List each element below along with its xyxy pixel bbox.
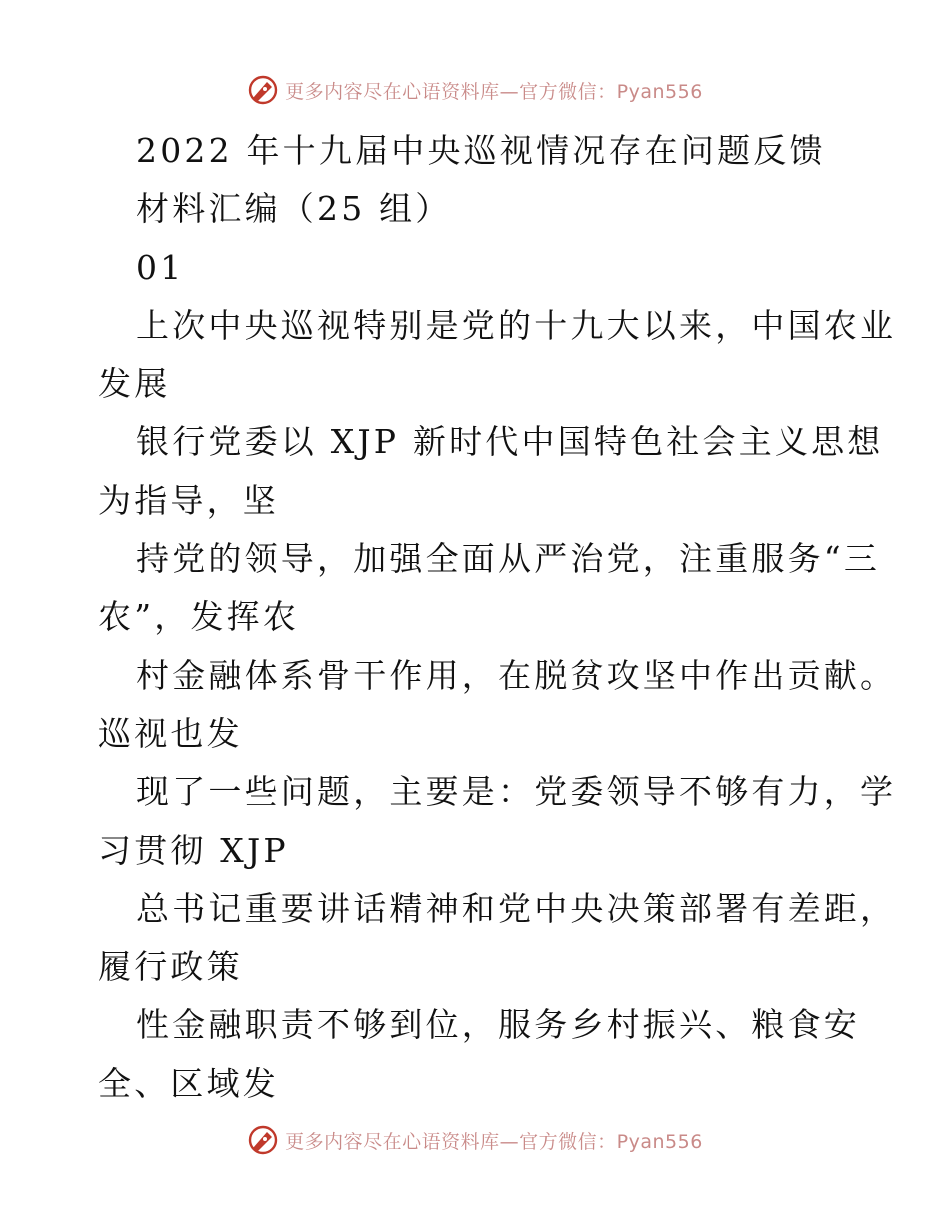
header-watermark (0, 70, 950, 110)
text-line: 性金融职责不够到位，服务乡村振兴、粮食安 (136, 1005, 860, 1045)
pen-nib-circle-icon (247, 1124, 279, 1156)
pen-nib-circle-icon (247, 74, 279, 106)
footer-watermark (0, 1120, 950, 1160)
text-line: 01 (136, 247, 185, 287)
text-line: 全、区域发 (98, 1063, 279, 1103)
text-line: 农”，发挥农 (98, 597, 300, 637)
text-line: 村金融体系骨干作用，在脱贫攻坚中作出贡献。 (136, 655, 897, 695)
text-line: 为指导，坚 (98, 480, 279, 520)
watermark-text: 更多内容尽在心语资料库—官方微信：Pyan556 (285, 80, 703, 103)
text-line: 履行政策 (98, 947, 243, 987)
text-line: 2022 年十九届中央巡视情况存在问题反馈 (136, 131, 826, 170)
text-line: 总书记重要讲话精神和党中央决策部署有差距， (136, 888, 897, 928)
text-line: 持党的领导，加强全面从严治党，注重服务“三 (136, 539, 881, 579)
text-line: 银行党委以 XJP 新时代中国特色社会主义思想 (136, 422, 884, 462)
text-line: 发展 (98, 364, 171, 404)
document-body (0, 122, 950, 1113)
text-line: 巡视也发 (98, 713, 243, 753)
watermark-text: 更多内容尽在心语资料库—官方微信：Pyan556 (285, 1130, 703, 1153)
text-line: 材料汇编（25 组） (136, 189, 452, 229)
text-line: 习贯彻 XJP (98, 830, 289, 870)
text-line: 现了一些问题，主要是：党委领导不够有力，学 (136, 772, 897, 812)
text-line: 上次中央巡视特别是党的十九大以来，中国农业 (136, 305, 897, 345)
